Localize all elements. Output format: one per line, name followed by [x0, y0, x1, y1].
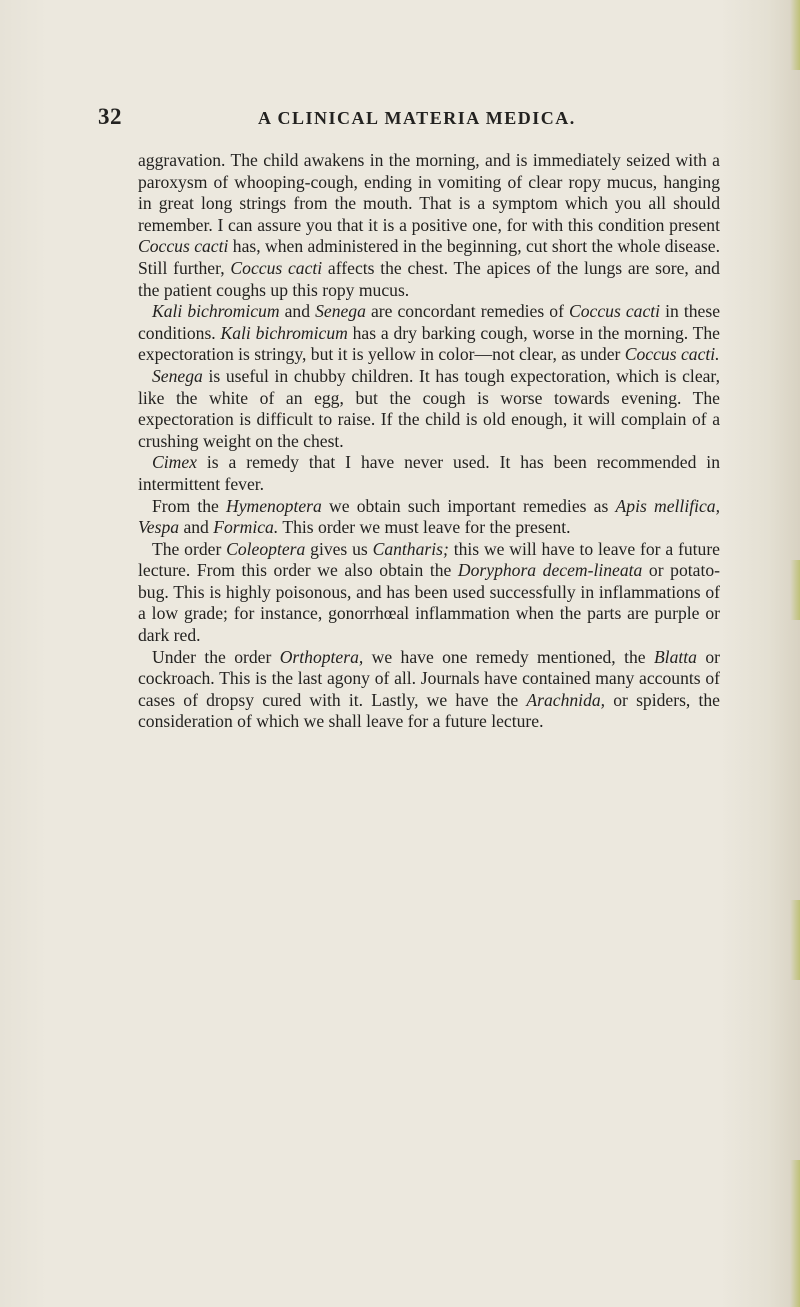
italic-term: Kali bichromicum: [220, 322, 348, 343]
text-run: or cockroach. This is the last agony of all. Journals have contained many accounts of cases of dropsy cured with it. Lastly, we have the: [138, 646, 720, 710]
italic-term: Coccus cacti: [569, 301, 661, 322]
page-header: [0, 104, 800, 134]
text-run: we have one remedy mentioned, the: [363, 646, 654, 667]
text-run: and: [279, 301, 316, 322]
page-edge-stain: [790, 0, 800, 70]
italic-term: Coccus cacti.: [624, 344, 720, 365]
italic-term: Blatta: [653, 646, 697, 667]
paragraph: [138, 150, 720, 301]
text-run: Under the order: [152, 646, 280, 667]
text-run: are concordant remedies of: [365, 301, 569, 322]
italic-term: Senega: [315, 301, 366, 322]
italic-term: Cantharis;: [372, 538, 449, 559]
running-title: A CLINICAL MATERIA MEDICA.: [258, 108, 576, 128]
text-run: or spiders, the consideration of which we shall leave for a future lecture.: [138, 689, 720, 732]
text-run: affects the chest. The apices of the lungs are sore, and the patient coughs up this ropy mucus.: [138, 257, 720, 300]
paragraph: [138, 539, 720, 647]
page-edge-stain: [790, 560, 800, 620]
page-number: 32: [98, 104, 122, 129]
text-run: is useful in chubby children. It has tough expectoration, which is clear, like the white of an egg, but the cough is worse towards evening. The expectoration is difficult to raise. If the child is old enough, it will complain of a crushing weight on the chest.: [138, 365, 720, 451]
paragraph: [138, 496, 720, 539]
text-run: in these conditions.: [138, 301, 720, 343]
text-run: this we will have to leave for a future lecture. From this order we also obtain the: [138, 538, 720, 581]
text-run: From the: [152, 495, 227, 516]
text-run: we obtain such important remedies as: [321, 495, 616, 516]
paragraph: [138, 366, 720, 452]
italic-term: Coccus cacti: [230, 257, 323, 278]
page-edge-stain: [790, 900, 800, 980]
text-run: or potato-bug. This is highly poisonous, and has been used successfully in inflammations of a low grade; for instance, gonorrhœal inflammation when the parts are purple or dark red.: [138, 560, 720, 646]
body-text: [138, 150, 720, 733]
italic-term: Apis mellifica, Vespa: [138, 495, 720, 538]
italic-term: Arachnida,: [526, 689, 606, 710]
text-run: has, when administered in the beginning, cut short the whole disease. Still further,: [138, 236, 720, 278]
italic-term: Senega: [152, 365, 203, 386]
text-run: is a remedy that I have never used. It has been recommended in intermittent fever.: [138, 452, 720, 494]
italic-term: Cimex: [152, 452, 197, 473]
text-run: gives us: [305, 538, 373, 559]
italic-term: Hymenoptera: [226, 495, 322, 516]
text-run: This order we must leave for the present.: [278, 517, 571, 538]
paragraph: [138, 647, 720, 733]
italic-term: Doryphora decem-lineata: [457, 560, 643, 581]
italic-term: Coccus cacti: [138, 236, 229, 257]
paragraph: [138, 301, 720, 366]
text-run: The order: [152, 538, 227, 559]
italic-term: Orthoptera,: [279, 646, 364, 667]
italic-term: Coleoptera: [226, 538, 306, 559]
italic-term: Formica.: [213, 517, 279, 538]
text-run: has a dry barking cough, worse in the morning. The expectoration is stringy, but it is yellow in color—not clear, as under: [138, 322, 720, 365]
text-run: and: [179, 517, 214, 538]
page-edge-stain: [790, 1160, 800, 1307]
italic-term: Kali bichromicum: [152, 301, 280, 322]
paragraph: [138, 452, 720, 495]
text-run: aggravation. The child awakens in the morning, and is immediately seized with a paroxysm of whooping-cough, ending in vomiting of clear ropy mucus, hanging in great long strings from the mouth. That is a symptom which you all should remember. I can assure you that it is a positive one, for with this condition present: [138, 150, 720, 235]
